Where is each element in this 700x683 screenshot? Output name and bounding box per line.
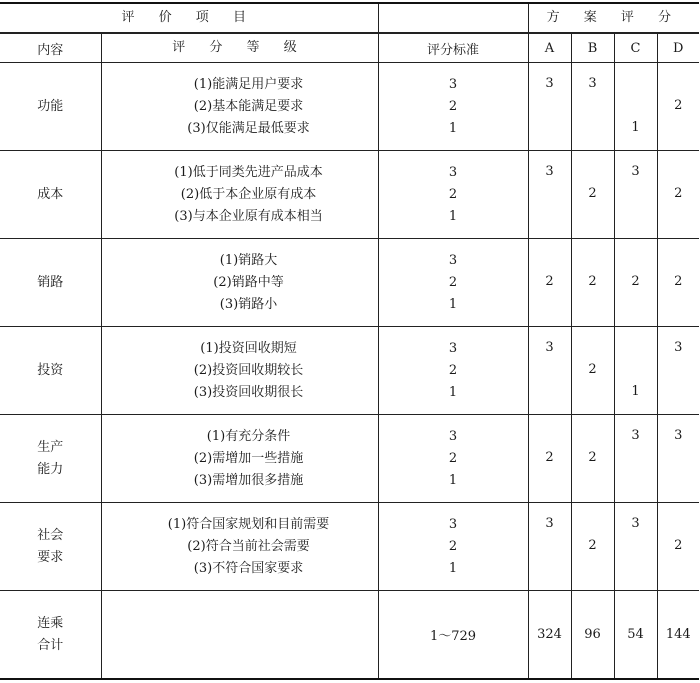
standard-value: 1 bbox=[448, 384, 458, 400]
scheme-score-header bbox=[528, 3, 699, 33]
content-label: 社会 bbox=[37, 527, 64, 543]
score-cell-b bbox=[571, 151, 614, 239]
grade-item: (3)仅能满足最低要求 bbox=[187, 120, 310, 136]
total-label-line: 连乘 bbox=[37, 615, 64, 631]
score-value: 3 bbox=[631, 428, 640, 443]
standard-value: 1 bbox=[448, 208, 458, 224]
content-label: 投资 bbox=[37, 362, 64, 378]
table-row bbox=[0, 415, 699, 503]
total-score-b: 96 bbox=[571, 591, 614, 680]
score-value: 3 bbox=[545, 164, 554, 179]
grade-item: (1)投资回收期短 bbox=[200, 340, 297, 356]
standard-value: 2 bbox=[448, 362, 458, 378]
score-value: 3 bbox=[674, 340, 683, 355]
total-grade-cell bbox=[101, 591, 378, 680]
score-cell-d bbox=[657, 327, 699, 415]
grade-header bbox=[101, 33, 378, 63]
standard-value: 1 bbox=[448, 560, 458, 576]
score-cell-b bbox=[571, 63, 614, 151]
standard-value: 1 bbox=[448, 120, 458, 136]
total-label bbox=[0, 591, 101, 680]
score-value: 2 bbox=[588, 274, 597, 289]
content-cell bbox=[0, 327, 101, 415]
grade-cell bbox=[101, 327, 378, 415]
standard-value: 1 bbox=[448, 472, 458, 488]
content-label: 功能 bbox=[37, 98, 64, 114]
score-value: 3 bbox=[631, 516, 640, 531]
standard-value: 2 bbox=[448, 186, 458, 202]
scheme-c-header: C bbox=[614, 33, 657, 63]
score-value: 2 bbox=[674, 274, 683, 289]
score-cell-c bbox=[614, 151, 657, 239]
content-cell bbox=[0, 503, 101, 591]
total-label-line: 合计 bbox=[37, 637, 64, 653]
score-cell-c bbox=[614, 239, 657, 327]
grade-item: (3)销路小 bbox=[219, 296, 278, 312]
score-value: 2 bbox=[631, 274, 640, 289]
header-row-2 bbox=[0, 33, 699, 63]
score-cell-c bbox=[614, 503, 657, 591]
content-label: 要求 bbox=[37, 549, 64, 565]
evaluation-items-header bbox=[0, 3, 378, 33]
standard-value: 3 bbox=[448, 516, 458, 532]
standard-value: 2 bbox=[448, 538, 458, 554]
content-label: 生产 bbox=[37, 439, 64, 455]
content-label: 成本 bbox=[37, 186, 64, 202]
score-value: 2 bbox=[588, 186, 597, 201]
grade-item: (2)符合当前社会需要 bbox=[187, 538, 310, 554]
standard-cell bbox=[378, 503, 528, 591]
score-cell-b bbox=[571, 503, 614, 591]
scheme-score-label: 方 案 评 分 bbox=[546, 10, 681, 25]
score-value: 1 bbox=[631, 120, 640, 135]
content-label: 销路 bbox=[37, 274, 64, 290]
score-cell-c bbox=[614, 415, 657, 503]
grade-item: (1)能满足用户要求 bbox=[193, 76, 304, 92]
grade-item: (3)需增加很多措施 bbox=[193, 472, 304, 488]
standard-value: 3 bbox=[448, 76, 458, 92]
standard-cell bbox=[378, 63, 528, 151]
grade-cell bbox=[101, 63, 378, 151]
standard-cell bbox=[378, 151, 528, 239]
standard-value: 3 bbox=[448, 164, 458, 180]
grade-item: (1)低于同类先进产品成本 bbox=[174, 164, 323, 180]
score-cell-d bbox=[657, 151, 699, 239]
content-cell bbox=[0, 151, 101, 239]
grade-item: (1)销路大 bbox=[219, 252, 278, 268]
table-row bbox=[0, 327, 699, 415]
score-value: 3 bbox=[588, 76, 597, 91]
score-cell-c bbox=[614, 63, 657, 151]
score-value: 2 bbox=[674, 186, 683, 201]
standard-value: 2 bbox=[448, 274, 458, 290]
header-row-1 bbox=[0, 3, 699, 33]
total-score-c: 54 bbox=[614, 591, 657, 680]
total-score-d: 144 bbox=[657, 591, 699, 680]
score-cell-d bbox=[657, 415, 699, 503]
score-value: 2 bbox=[545, 274, 554, 289]
content-cell bbox=[0, 239, 101, 327]
grade-label: 评 分 等 级 bbox=[172, 40, 307, 55]
grade-item: (1)有充分条件 bbox=[206, 428, 291, 444]
total-score-a: 324 bbox=[528, 591, 571, 680]
score-value: 3 bbox=[545, 76, 554, 91]
content-header: 内容 bbox=[0, 33, 101, 63]
standard-header: 评分标准 bbox=[378, 33, 528, 63]
score-value: 2 bbox=[545, 450, 554, 465]
standard-value: 2 bbox=[448, 98, 458, 114]
grade-item: (3)不符合国家要求 bbox=[193, 560, 304, 576]
score-value: 2 bbox=[588, 362, 597, 377]
standard-value: 3 bbox=[448, 252, 458, 268]
evaluation-table bbox=[0, 2, 699, 680]
grade-item: (2)销路中等 bbox=[213, 274, 284, 290]
score-cell-b bbox=[571, 239, 614, 327]
score-cell-a bbox=[528, 63, 571, 151]
header-blank-cell bbox=[378, 3, 528, 33]
grade-cell bbox=[101, 151, 378, 239]
evaluation-items-label: 评 价 项 目 bbox=[121, 10, 256, 25]
standard-value: 3 bbox=[448, 340, 458, 356]
grade-item: (2)基本能满足要求 bbox=[193, 98, 304, 114]
standard-value: 1 bbox=[448, 296, 458, 312]
score-cell-b bbox=[571, 415, 614, 503]
score-value: 1 bbox=[631, 384, 640, 399]
grade-item: (2)需增加一些措施 bbox=[193, 450, 304, 466]
table-row bbox=[0, 63, 699, 151]
scheme-a-header: A bbox=[528, 33, 571, 63]
score-cell-d bbox=[657, 239, 699, 327]
score-cell-a bbox=[528, 151, 571, 239]
score-value: 3 bbox=[674, 428, 683, 443]
score-value: 2 bbox=[674, 538, 683, 553]
score-value: 3 bbox=[545, 516, 554, 531]
score-value: 3 bbox=[545, 340, 554, 355]
score-value: 2 bbox=[588, 450, 597, 465]
total-standard: 1～729 bbox=[378, 591, 528, 680]
score-value: 2 bbox=[588, 538, 597, 553]
standard-value: 3 bbox=[448, 428, 458, 444]
score-cell-a bbox=[528, 415, 571, 503]
content-cell bbox=[0, 63, 101, 151]
total-row bbox=[0, 591, 699, 680]
table-row bbox=[0, 503, 699, 591]
standard-cell bbox=[378, 415, 528, 503]
grade-cell bbox=[101, 415, 378, 503]
scheme-b-header: B bbox=[571, 33, 614, 63]
score-value: 3 bbox=[631, 164, 640, 179]
score-cell-a bbox=[528, 503, 571, 591]
grade-item: (2)投资回收期较长 bbox=[193, 362, 304, 378]
standard-cell bbox=[378, 239, 528, 327]
grade-item: (3)投资回收期很长 bbox=[193, 384, 304, 400]
standard-value: 2 bbox=[448, 450, 458, 466]
content-cell bbox=[0, 415, 101, 503]
grade-cell bbox=[101, 503, 378, 591]
score-cell-d bbox=[657, 503, 699, 591]
table-row bbox=[0, 239, 699, 327]
score-cell-a bbox=[528, 239, 571, 327]
score-cell-a bbox=[528, 327, 571, 415]
score-value: 2 bbox=[674, 98, 683, 113]
standard-cell bbox=[378, 327, 528, 415]
grade-item: (3)与本企业原有成本相当 bbox=[174, 208, 323, 224]
score-cell-d bbox=[657, 63, 699, 151]
table-row bbox=[0, 151, 699, 239]
grade-cell bbox=[101, 239, 378, 327]
grade-item: (2)低于本企业原有成本 bbox=[180, 186, 317, 202]
score-cell-c bbox=[614, 327, 657, 415]
scheme-d-header: D bbox=[657, 33, 699, 63]
content-label: 能力 bbox=[37, 461, 64, 477]
grade-item: (1)符合国家规划和目前需要 bbox=[167, 516, 330, 532]
score-cell-b bbox=[571, 327, 614, 415]
